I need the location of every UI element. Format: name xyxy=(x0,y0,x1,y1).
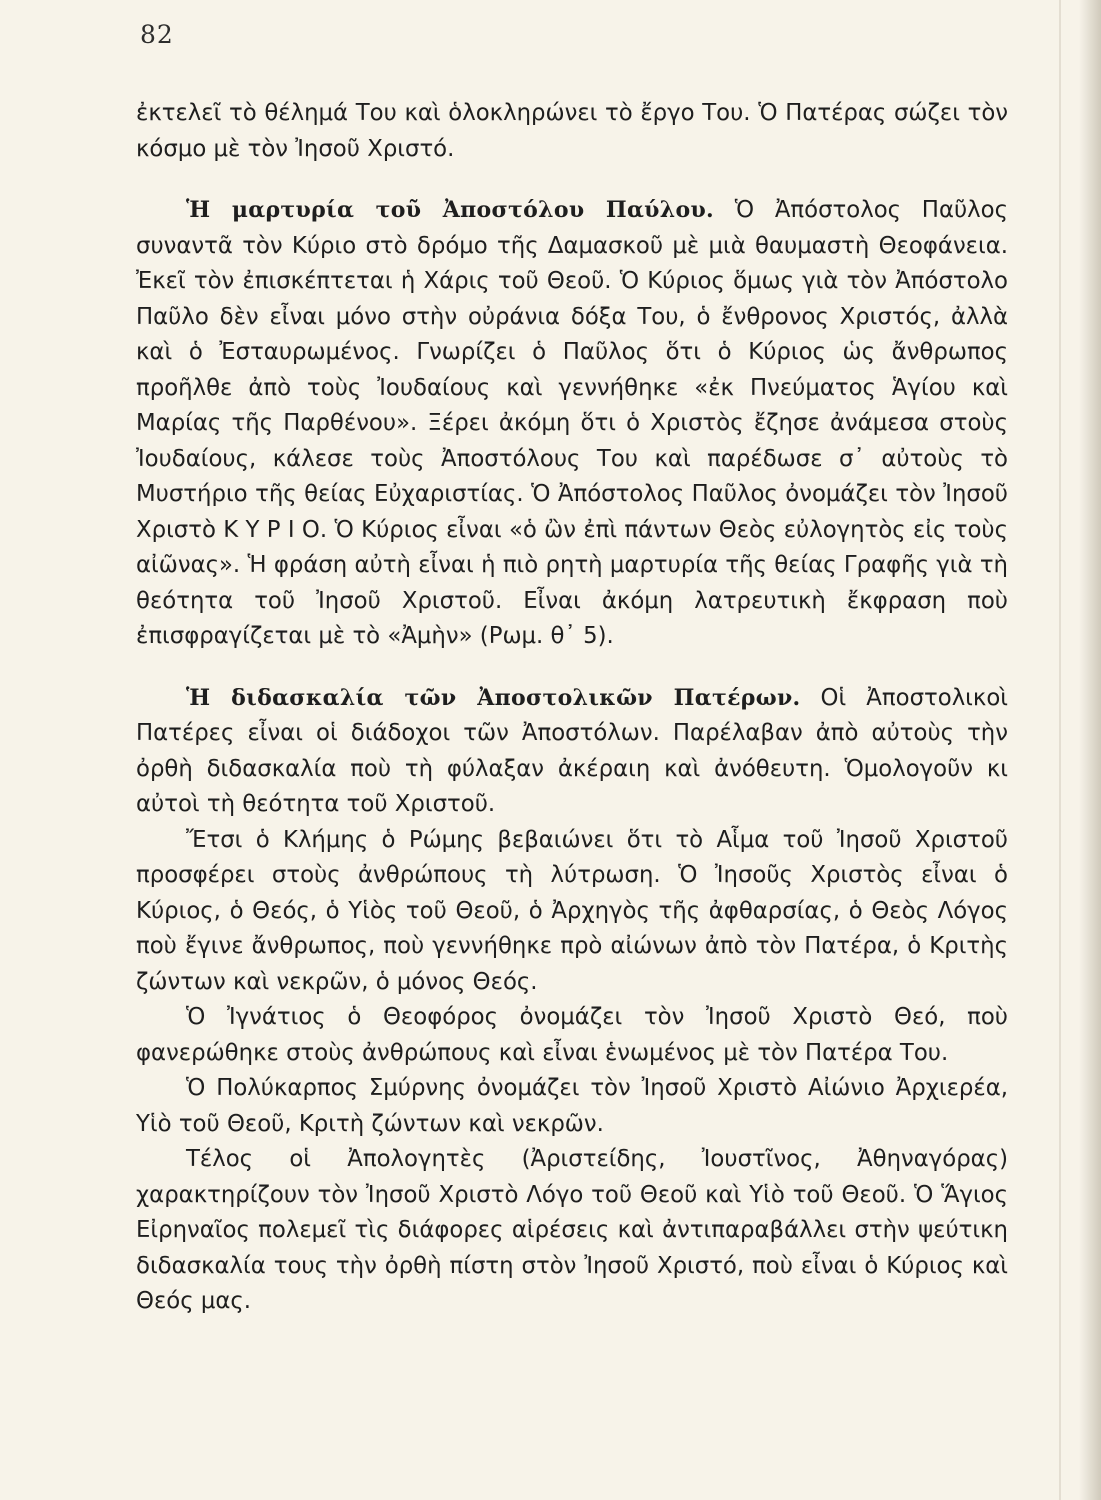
page-number: 82 xyxy=(140,20,174,49)
fathers-section xyxy=(136,681,1008,823)
polycarp-paragraph: Ὁ Πολύκαρπος Σμύρνης ὀνομάζει τὸν Ἰησοῦ Χριστὸ Αἰώνιο Ἀρχιερέα, Υἱὸ τοῦ Θεοῦ, Κριτὴ ζώντων καὶ νεκρῶν. xyxy=(136,1075,1008,1137)
page-text xyxy=(136,96,1008,1320)
clement-paragraph: Ἔτσι ὁ Κλήμης ὁ Ρώμης βεβαιώνει ὅτι τὸ Αἷμα τοῦ Ἰησοῦ Χριστοῦ προσφέρει στοὺς ἀνθρώπους τὴ λύτρωση. Ὁ Ἰησοῦς Χριστὸς εἶναι ὁ Κύριος, ὁ Θεός, ὁ Υἱὸς τοῦ Θεοῦ, ὁ Ἀρχηγὸς τῆς ἀφθαρσίας, ὁ Θεὸς Λόγος ποὺ ἔγινε ἄνθρωπος, ποὺ γεννήθηκε πρὸ αἰώνων ἀπὸ τὸν Πατέρα, ὁ Κριτὴς ζώντων καὶ νεκρῶν, ὁ μόνος Θεός. xyxy=(136,826,1008,995)
paul-section-body: Ὁ Ἀπόστολος Παῦλος συναντᾶ τὸν Κύριο στὸ δρόμο τῆς Δαμασκοῦ μὲ μιὰ θαυμαστὴ Θεοφάνεια. Ἐκεῖ τὸν ἐπισκέπτεται ἡ Χάρις τοῦ Θεοῦ. Ὁ Κύριος ὅμως γιὰ τὸν Ἀπόστολο Παῦλο δὲν εἶναι μόνο στὴν οὐράνια δόξα Του, ὁ ἔνθρονος Χριστός, ἀλλὰ καὶ ὁ Ἐσταυρωμένος. Γνωρίζει ὁ Παῦλος ὅτι ὁ Κύριος ὡς ἄνθρωπος προῆλθε ἀπὸ τοὺς Ἰουδαίους καὶ γεννήθηκε «ἐκ Πνεύματος Ἁγίου καὶ Μαρίας τῆς Παρθένου». Ξέρει ἀκόμη ὅτι ὁ Χριστὸς ἔζησε ἀνάμεσα στοὺς Ἰουδαίους, κάλεσε τοὺς Ἀποστόλους Του καὶ παρέδωσε σ᾽ αὐτοὺς τὸ Μυστήριο τῆς θείας Εὐχαριστίας. Ὁ Ἀπόστολος Παῦλος ὀνομάζει τὸν Ἰησοῦ Χριστὸ Κ Υ Ρ Ι Ο. Ὁ Κύριος εἶναι «ὁ ὢν ἐπὶ πάντων Θεὸς εὐλογητὸς εἰς τοὺς αἰῶνας». Ἡ φράση αὐτὴ εἶναι ἡ πιὸ ρητὴ μαρτυρία τῆς θείας Γραφῆς γιὰ τὴ θεότητα τοῦ Ἰησοῦ Χριστοῦ. Εἶναι ἀκόμη λατρευτικὴ ἔκφραση ποὺ ἐπισφραγίζεται μὲ τὸ «Ἀμὴν» (Ρωμ. θ᾽ 5). xyxy=(136,197,1008,649)
paul-section xyxy=(136,193,1008,655)
fathers-section-body: Οἱ Ἀποστολικοὶ Πατέρες εἶναι οἱ διάδοχοι τῶν Ἀποστόλων. Παρέλαβαν ἀπὸ αὐτοὺς τὴν ὀρθὴ διδασκαλία ποὺ τὴ φύλαξαν ἀκέραιη καὶ ἀνόθευτη. Ὁμολογοῦν κι αὐτοὶ τὴ θεότητα τοῦ Χριστοῦ. xyxy=(136,684,1008,817)
ignatius-paragraph: Ὁ Ἰγνάτιος ὁ Θεοφόρος ὀνομάζει τὸν Ἰησοῦ Χριστὸ Θεό, ποὺ φανερώθηκε στοὺς ἀνθρώπους καὶ εἶναι ἑνωμένος μὲ τὸν Πατέρα Του. xyxy=(136,1004,1008,1066)
show-through-line xyxy=(1059,0,1061,1500)
gutter-shadow xyxy=(1079,0,1101,1500)
paul-section-heading: Ἡ μαρτυρία τοῦ Ἀποστόλου Παύλου. xyxy=(186,197,714,223)
fathers-section-heading: Ἡ διδασκαλία τῶν Ἀποστολικῶν Πατέρων. xyxy=(186,684,801,711)
opening-paragraph: ἐκτελεῖ τὸ θέλημά Του καὶ ὁλοκληρώνει τὸ ἔργο Του. Ὁ Πατέρας σώζει τὸν κόσμο μὲ τὸν Ἰησοῦ Χριστό. xyxy=(136,100,1008,162)
apologists-paragraph: Τέλος οἱ Ἀπολογητὲς (Ἀριστείδης, Ἰουστῖνος, Ἀθηναγόρας) χαρακτηρίζουν τὸν Ἰησοῦ Χριστὸ Λόγο τοῦ Θεοῦ καὶ Υἱὸ τοῦ Θεοῦ. Ὁ Ἅγιος Εἰρηναῖος πολεμεῖ τὶς διάφορες αἱρέσεις καὶ ἀντιπαραβάλλει στὴν ψεύτικη διδασκαλία τους τὴν ὀρθὴ πίστη στὸν Ἰησοῦ Χριστό, ποὺ εἶναι ὁ Κύριος καὶ Θεός μας. xyxy=(136,1146,1008,1314)
